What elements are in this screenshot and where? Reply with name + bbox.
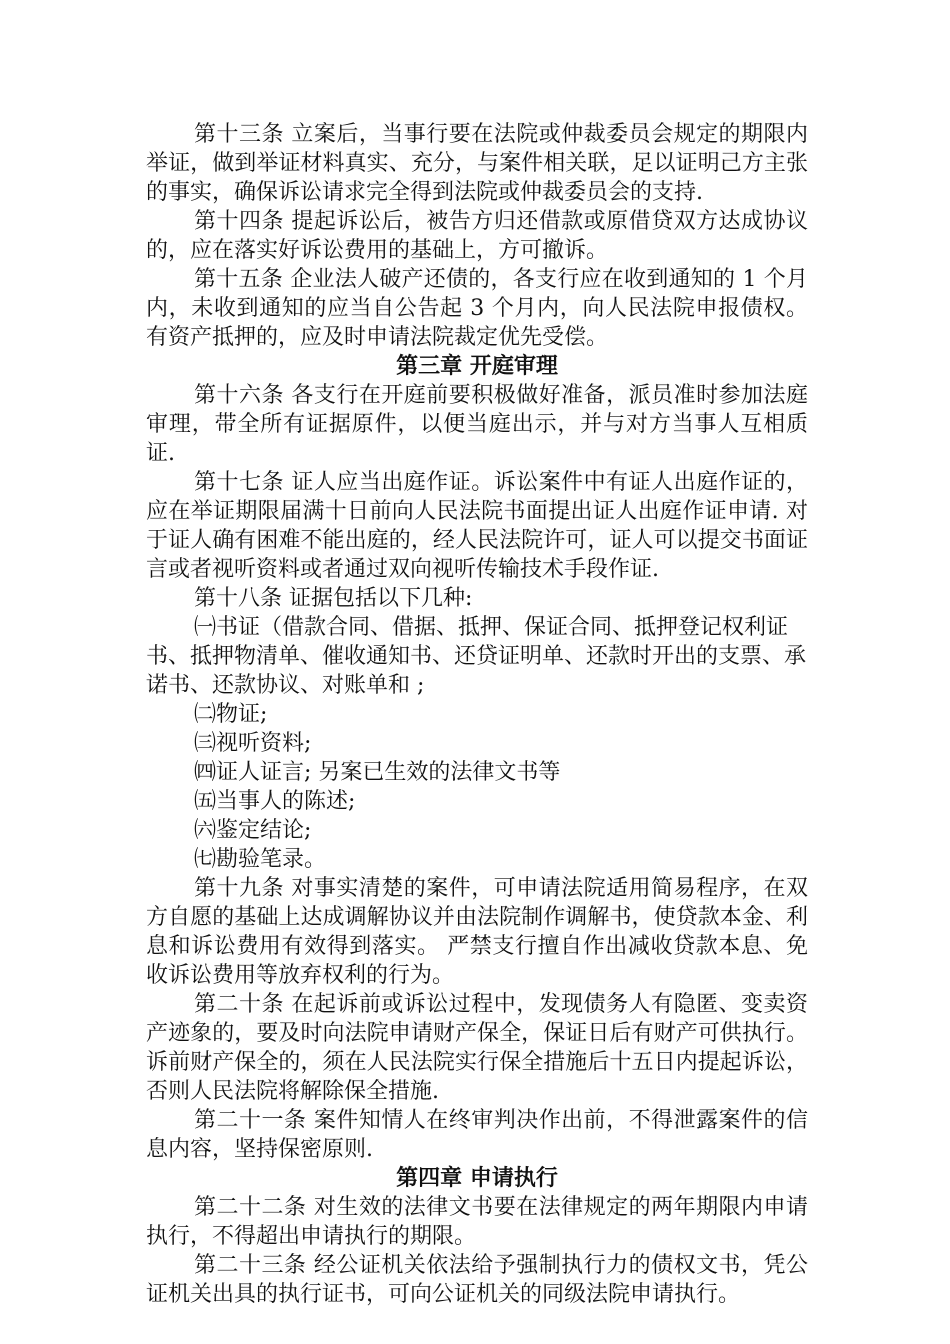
- document-page: [146, 120, 808, 1309]
- article-18: 第十八条 证据包括以下几种:: [194, 586, 473, 611]
- article-23: 第二十三条 经公证机关依法给予强制执行力的债权文书，凭公证机关出具的执行证书，可向公证机关的同级法院申请执行。: [146, 1253, 808, 1307]
- article-19: 第十九条 对事实清楚的案件，可申请法院适用简易程序，在双方自愿的基础上达成调解协议并由法院制作调解书，使贷款本金、利息和诉讼费用有效得到落实。 严禁支行擅自作出减收贷款本息、免收诉讼费用等放弃权利的行为。: [146, 876, 808, 988]
- article-15: 第十五条 企业法人破产还债的，各支行应在收到通知的 1 个月内，未收到通知的应当自公告起 3 个月内，向人民法院申报债权。有资产抵押的，应及时申请法院裁定优先受偿。: [146, 267, 808, 350]
- evidence-item-7: ㈦勘验笔录。: [194, 847, 327, 872]
- article-17: 第十七条 证人应当出庭作证。诉讼案件中有证人出庭作证的，应在举证期限届满十日前向人民法院书面提出证人出庭作证申请. 对于证人确有困难不能出庭的，经人民法院许可，证人可以提交书面证言或者视听资料或者通过双向视听传输技术手段作证.: [146, 470, 808, 582]
- evidence-item-1: ㈠书证（借款合同、借据、抵押、保证合同、抵押登记权利证书、抵押物清单、催收通知书、还贷证明单、还款时开出的支票、承诺书、还款协议、对账单和 ;: [146, 615, 807, 698]
- article-14: 第十四条 提起诉讼后，被告方归还借款或原借贷双方达成协议的，应在落实好诉讼费用的基础上，方可撤诉。: [146, 209, 808, 263]
- evidence-item-2: ㈡物证;: [194, 702, 268, 727]
- article-16: 第十六条 各支行在开庭前要积极做好准备，派员准时参加法庭审理，带全所有证据原件，以便当庭出示，并与对方当事人互相质证.: [146, 383, 808, 466]
- article-21: 第二十一条 案件知情人在终审判决作出前，不得泄露案件的信息内容，坚持保密原则.: [146, 1108, 808, 1162]
- evidence-item-3: ㈢视听资料;: [194, 731, 312, 756]
- article-20: 第二十条 在起诉前或诉讼过程中，发现债务人有隐匿、变卖资产迹象的，要及时向法院申请财产保全，保证日后有财产可供执行。 诉前财产保全的，须在人民法院实行保全措施后十五日内提起诉讼，否则人民法院将解除保全措施.: [146, 992, 808, 1104]
- chapter-4-heading: 第四章 申请执行: [396, 1166, 558, 1191]
- evidence-item-4: ㈣证人证言; 另案已生效的法律文书等: [194, 760, 561, 785]
- evidence-item-5: ㈤当事人的陈述;: [194, 789, 356, 814]
- evidence-item-6: ㈥鉴定结论;: [194, 818, 312, 843]
- chapter-3-heading: 第三章 开庭审理: [396, 354, 558, 379]
- article-22: 第二十二条 对生效的法律文书要在法律规定的两年期限内申请执行，不得超出申请执行的期限。: [146, 1195, 808, 1249]
- article-13: 第十三条 立案后，当事行要在法院或仲裁委员会规定的期限内举证，做到举证材料真实、充分，与案件相关联，足以证明己方主张的事实，确保诉讼请求完全得到法院或仲裁委员会的支持.: [146, 122, 808, 205]
